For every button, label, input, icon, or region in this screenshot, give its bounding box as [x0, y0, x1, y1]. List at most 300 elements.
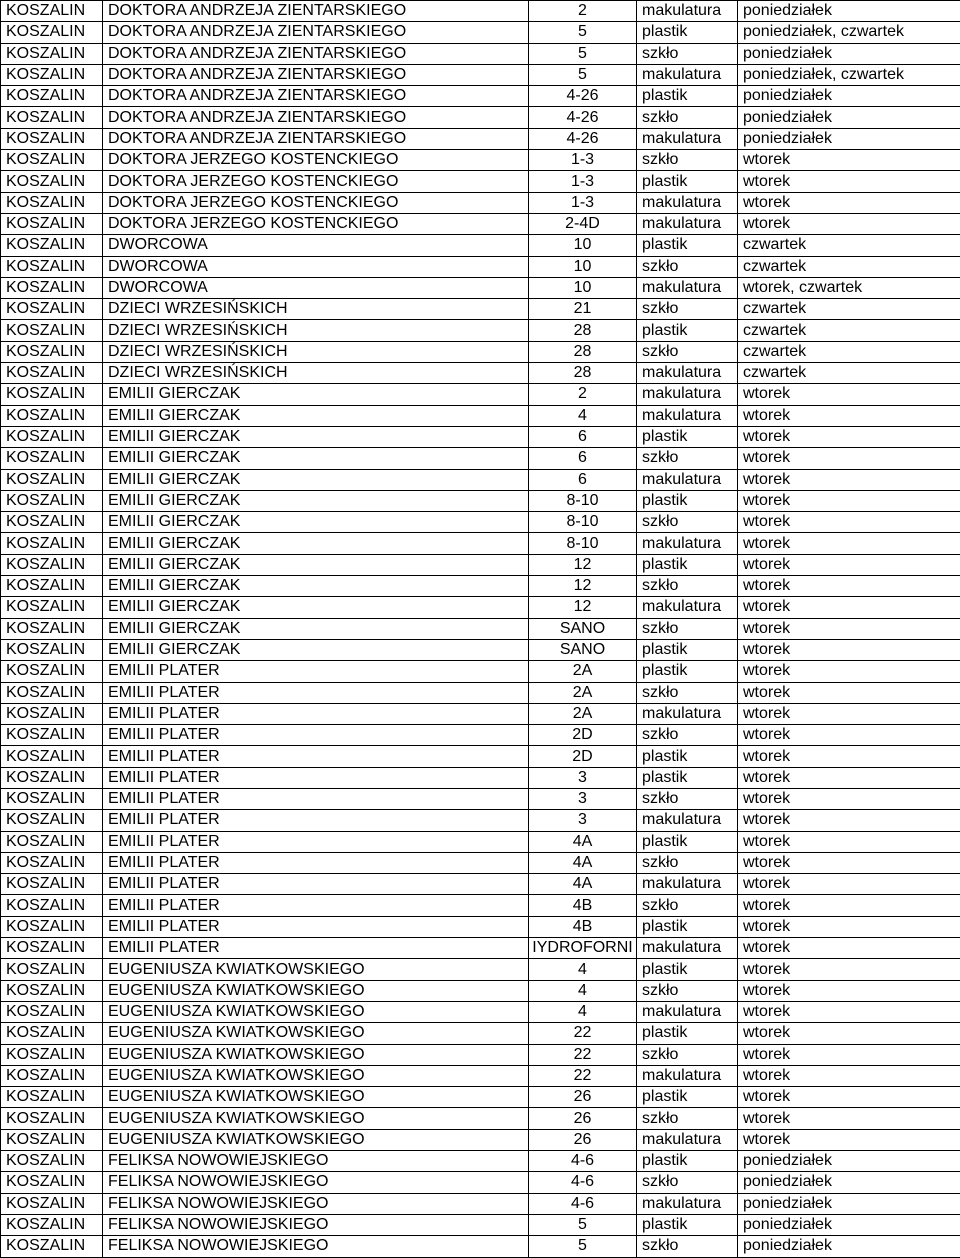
table-row [1, 831, 960, 852]
city-cell: KOSZALIN [1, 1172, 103, 1193]
city-cell: KOSZALIN [1, 1087, 103, 1108]
city-cell: KOSZALIN [1, 405, 103, 426]
city-cell: KOSZALIN [1, 788, 103, 809]
street-cell: EMILII PLATER [103, 852, 529, 873]
street-cell: EMILII GIERCZAK [103, 384, 529, 405]
collection-day-cell: czwartek [738, 320, 960, 341]
street-cell: EMILII GIERCZAK [103, 490, 529, 511]
table-row [1, 810, 960, 831]
city-cell: KOSZALIN [1, 64, 103, 85]
house-number-cell: 4-26 [529, 86, 637, 107]
street-cell: EMILII PLATER [103, 895, 529, 916]
collection-day-cell: wtorek [738, 171, 960, 192]
city-cell: KOSZALIN [1, 618, 103, 639]
house-number-cell: 10 [529, 277, 637, 298]
collection-day-cell: wtorek [738, 426, 960, 447]
waste-type-cell: szkło [637, 107, 738, 128]
city-cell: KOSZALIN [1, 682, 103, 703]
table-row [1, 320, 960, 341]
waste-type-cell: makulatura [637, 703, 738, 724]
house-number-cell: 1-3 [529, 192, 637, 213]
table-row [1, 916, 960, 937]
collection-day-cell: poniedziałek [738, 1172, 960, 1193]
street-cell: EMILII GIERCZAK [103, 533, 529, 554]
street-cell: EMILII GIERCZAK [103, 597, 529, 618]
street-cell: EMILII PLATER [103, 831, 529, 852]
street-cell: EMILII GIERCZAK [103, 576, 529, 597]
waste-type-cell: makulatura [637, 874, 738, 895]
table-row [1, 1172, 960, 1193]
waste-type-cell: plastik [637, 86, 738, 107]
collection-day-cell: wtorek [738, 916, 960, 937]
collection-day-cell: czwartek [738, 299, 960, 320]
waste-type-cell: szkło [637, 895, 738, 916]
street-cell: EUGENIUSZA KWIATKOWSKIEGO [103, 1129, 529, 1150]
house-number-cell: 10 [529, 235, 637, 256]
collection-day-cell: poniedziałek [738, 107, 960, 128]
city-cell: KOSZALIN [1, 916, 103, 937]
collection-day-cell: poniedziałek [738, 1214, 960, 1235]
collection-day-cell: wtorek [738, 725, 960, 746]
house-number-cell: 4 [529, 959, 637, 980]
house-number-cell: 5 [529, 43, 637, 64]
waste-type-cell: makulatura [637, 213, 738, 234]
street-cell: EMILII PLATER [103, 661, 529, 682]
street-cell: DZIECI WRZESIŃSKICH [103, 320, 529, 341]
house-number-cell: 26 [529, 1087, 637, 1108]
collection-day-cell: czwartek [738, 341, 960, 362]
house-number-cell: 3 [529, 767, 637, 788]
collection-day-cell: poniedziałek [738, 128, 960, 149]
table-row [1, 852, 960, 873]
collection-day-cell: wtorek [738, 1023, 960, 1044]
street-cell: EMILII GIERCZAK [103, 405, 529, 426]
table-row [1, 980, 960, 1001]
table-row [1, 703, 960, 724]
waste-type-cell: plastik [637, 1214, 738, 1235]
city-cell: KOSZALIN [1, 1193, 103, 1214]
waste-type-cell: szkło [637, 256, 738, 277]
collection-day-cell: wtorek [738, 490, 960, 511]
collection-day-cell: wtorek [738, 1065, 960, 1086]
city-cell: KOSZALIN [1, 874, 103, 895]
waste-type-cell: plastik [637, 661, 738, 682]
house-number-cell: 8-10 [529, 533, 637, 554]
collection-day-cell: czwartek [738, 363, 960, 384]
street-cell: EMILII PLATER [103, 682, 529, 703]
collection-day-cell: wtorek [738, 831, 960, 852]
city-cell: KOSZALIN [1, 192, 103, 213]
waste-type-cell: plastik [637, 639, 738, 660]
house-number-cell: 4A [529, 874, 637, 895]
collection-day-cell: wtorek [738, 618, 960, 639]
waste-type-cell: makulatura [637, 1065, 738, 1086]
waste-type-cell: makulatura [637, 1193, 738, 1214]
city-cell: KOSZALIN [1, 554, 103, 575]
table-row [1, 1, 960, 22]
collection-day-cell: wtorek [738, 405, 960, 426]
collection-day-cell: wtorek [738, 938, 960, 959]
house-number-cell: 4-26 [529, 128, 637, 149]
waste-type-cell: makulatura [637, 938, 738, 959]
house-number-cell: 8-10 [529, 512, 637, 533]
house-number-cell: 22 [529, 1065, 637, 1086]
city-cell: KOSZALIN [1, 363, 103, 384]
street-cell: EMILII GIERCZAK [103, 426, 529, 447]
collection-day-cell: poniedziałek [738, 86, 960, 107]
table-row [1, 171, 960, 192]
waste-type-cell: makulatura [637, 810, 738, 831]
city-cell: KOSZALIN [1, 852, 103, 873]
street-cell: EUGENIUSZA KWIATKOWSKIEGO [103, 980, 529, 1001]
collection-day-cell: wtorek [738, 1001, 960, 1022]
table-row [1, 448, 960, 469]
house-number-cell: 5 [529, 1236, 637, 1257]
house-number-cell: 4 [529, 980, 637, 1001]
table-row [1, 554, 960, 575]
house-number-cell: 5 [529, 22, 637, 43]
city-cell: KOSZALIN [1, 86, 103, 107]
table-row [1, 405, 960, 426]
collection-day-cell: wtorek [738, 959, 960, 980]
city-cell: KOSZALIN [1, 831, 103, 852]
waste-type-cell: szkło [637, 43, 738, 64]
collection-day-cell: wtorek [738, 703, 960, 724]
table-row [1, 1108, 960, 1129]
waste-type-cell: makulatura [637, 192, 738, 213]
waste-type-cell: szkło [637, 299, 738, 320]
table-row [1, 639, 960, 660]
city-cell: KOSZALIN [1, 1065, 103, 1086]
city-cell: KOSZALIN [1, 1023, 103, 1044]
waste-type-cell: szkło [637, 682, 738, 703]
waste-type-cell: plastik [637, 1023, 738, 1044]
street-cell: DWORCOWA [103, 235, 529, 256]
waste-type-cell: szkło [637, 725, 738, 746]
waste-type-cell: makulatura [637, 277, 738, 298]
waste-type-cell: szkło [637, 576, 738, 597]
table-row [1, 299, 960, 320]
table-row [1, 725, 960, 746]
table-row [1, 1001, 960, 1022]
waste-type-cell: makulatura [637, 64, 738, 85]
house-number-cell: 3 [529, 810, 637, 831]
house-number-cell: 22 [529, 1023, 637, 1044]
table-row [1, 512, 960, 533]
waste-type-cell: makulatura [637, 405, 738, 426]
waste-type-cell: plastik [637, 1151, 738, 1172]
house-number-cell: 2A [529, 661, 637, 682]
collection-day-cell: wtorek [738, 213, 960, 234]
collection-day-cell: wtorek [738, 852, 960, 873]
street-cell: DOKTORA ANDRZEJA ZIENTARSKIEGO [103, 22, 529, 43]
table-row [1, 1129, 960, 1150]
house-number-cell: 4-6 [529, 1151, 637, 1172]
table-row [1, 533, 960, 554]
city-cell: KOSZALIN [1, 256, 103, 277]
house-number-cell: 12 [529, 597, 637, 618]
street-cell: DZIECI WRZESIŃSKICH [103, 363, 529, 384]
street-cell: EUGENIUSZA KWIATKOWSKIEGO [103, 1108, 529, 1129]
street-cell: DOKTORA JERZEGO KOSTENCKIEGO [103, 213, 529, 234]
street-cell: EUGENIUSZA KWIATKOWSKIEGO [103, 1087, 529, 1108]
table-row [1, 661, 960, 682]
table-row [1, 86, 960, 107]
city-cell: KOSZALIN [1, 320, 103, 341]
house-number-cell: 2D [529, 746, 637, 767]
table-row [1, 618, 960, 639]
street-cell: EMILII GIERCZAK [103, 554, 529, 575]
street-cell: DWORCOWA [103, 256, 529, 277]
street-cell: EUGENIUSZA KWIATKOWSKIEGO [103, 1023, 529, 1044]
table-row [1, 682, 960, 703]
house-number-cell: 28 [529, 363, 637, 384]
house-number-cell: 1-3 [529, 171, 637, 192]
house-number-cell: 3 [529, 788, 637, 809]
house-number-cell: 4A [529, 852, 637, 873]
collection-day-cell: poniedziałek [738, 1236, 960, 1257]
waste-type-cell: szkło [637, 512, 738, 533]
collection-day-cell: wtorek [738, 767, 960, 788]
city-cell: KOSZALIN [1, 171, 103, 192]
waste-type-cell: szkło [637, 618, 738, 639]
collection-day-cell: wtorek [738, 1087, 960, 1108]
table-row [1, 150, 960, 171]
waste-type-cell: makulatura [637, 384, 738, 405]
waste-type-cell: plastik [637, 1087, 738, 1108]
house-number-cell: 22 [529, 1044, 637, 1065]
collection-day-cell: wtorek [738, 874, 960, 895]
city-cell: KOSZALIN [1, 1129, 103, 1150]
waste-type-cell: makulatura [637, 597, 738, 618]
collection-day-cell: wtorek [738, 682, 960, 703]
city-cell: KOSZALIN [1, 1151, 103, 1172]
street-cell: EUGENIUSZA KWIATKOWSKIEGO [103, 1065, 529, 1086]
table-row [1, 1065, 960, 1086]
collection-day-cell: wtorek [738, 895, 960, 916]
street-cell: DOKTORA JERZEGO KOSTENCKIEGO [103, 171, 529, 192]
table-row [1, 22, 960, 43]
collection-day-cell: wtorek [738, 150, 960, 171]
collection-day-cell: czwartek [738, 256, 960, 277]
house-number-cell: 1-3 [529, 150, 637, 171]
street-cell: EMILII PLATER [103, 810, 529, 831]
table-row [1, 64, 960, 85]
city-cell: KOSZALIN [1, 1044, 103, 1065]
table-row [1, 874, 960, 895]
table-row [1, 788, 960, 809]
table-row [1, 767, 960, 788]
street-cell: DOKTORA ANDRZEJA ZIENTARSKIEGO [103, 86, 529, 107]
collection-day-cell: wtorek [738, 1108, 960, 1129]
street-cell: EMILII PLATER [103, 916, 529, 937]
collection-day-cell: wtorek [738, 384, 960, 405]
waste-type-cell: makulatura [637, 469, 738, 490]
table-row [1, 363, 960, 384]
waste-type-cell: makulatura [637, 1, 738, 22]
table-row [1, 1214, 960, 1235]
table-row [1, 1087, 960, 1108]
street-cell: DOKTORA JERZEGO KOSTENCKIEGO [103, 192, 529, 213]
street-cell: EMILII GIERCZAK [103, 639, 529, 660]
waste-type-cell: szkło [637, 448, 738, 469]
street-cell: EMILII PLATER [103, 788, 529, 809]
table-body [1, 1, 960, 1258]
city-cell: KOSZALIN [1, 384, 103, 405]
waste-type-cell: plastik [637, 554, 738, 575]
house-number-cell: 5 [529, 1214, 637, 1235]
city-cell: KOSZALIN [1, 341, 103, 362]
house-number-cell: 4 [529, 1001, 637, 1022]
city-cell: KOSZALIN [1, 746, 103, 767]
collection-day-cell: wtorek [738, 597, 960, 618]
city-cell: KOSZALIN [1, 725, 103, 746]
waste-type-cell: plastik [637, 767, 738, 788]
city-cell: KOSZALIN [1, 512, 103, 533]
city-cell: KOSZALIN [1, 150, 103, 171]
city-cell: KOSZALIN [1, 533, 103, 554]
house-number-cell: 2A [529, 682, 637, 703]
table-row [1, 1044, 960, 1065]
collection-day-cell: wtorek, czwartek [738, 277, 960, 298]
city-cell: KOSZALIN [1, 938, 103, 959]
house-number-cell: 2D [529, 725, 637, 746]
house-number-cell: 4-26 [529, 107, 637, 128]
street-cell: EUGENIUSZA KWIATKOWSKIEGO [103, 1044, 529, 1065]
waste-type-cell: plastik [637, 916, 738, 937]
street-cell: EMILII PLATER [103, 938, 529, 959]
waste-type-cell: plastik [637, 171, 738, 192]
house-number-cell: 4A [529, 831, 637, 852]
table-row [1, 1151, 960, 1172]
city-cell: KOSZALIN [1, 22, 103, 43]
collection-day-cell: wtorek [738, 554, 960, 575]
house-number-cell: 6 [529, 448, 637, 469]
house-number-cell: 6 [529, 426, 637, 447]
house-number-cell: 28 [529, 341, 637, 362]
collection-day-cell: wtorek [738, 533, 960, 554]
house-number-cell: 4-6 [529, 1193, 637, 1214]
waste-type-cell: makulatura [637, 1001, 738, 1022]
city-cell: KOSZALIN [1, 448, 103, 469]
house-number-cell: 26 [529, 1108, 637, 1129]
street-cell: EMILII GIERCZAK [103, 618, 529, 639]
street-cell: EMILII GIERCZAK [103, 512, 529, 533]
city-cell: KOSZALIN [1, 810, 103, 831]
street-cell: DOKTORA ANDRZEJA ZIENTARSKIEGO [103, 128, 529, 149]
city-cell: KOSZALIN [1, 597, 103, 618]
city-cell: KOSZALIN [1, 43, 103, 64]
waste-type-cell: szkło [637, 1172, 738, 1193]
street-cell: EMILII GIERCZAK [103, 448, 529, 469]
house-number-cell: 8-10 [529, 490, 637, 511]
street-cell: EMILII PLATER [103, 725, 529, 746]
street-cell: DOKTORA JERZEGO KOSTENCKIEGO [103, 150, 529, 171]
house-number-cell: 2A [529, 703, 637, 724]
collection-day-cell: wtorek [738, 810, 960, 831]
collection-day-cell: wtorek [738, 512, 960, 533]
table-row [1, 213, 960, 234]
street-cell: FELIKSA NOWOWIEJSKIEGO [103, 1193, 529, 1214]
city-cell: KOSZALIN [1, 277, 103, 298]
table-row [1, 938, 960, 959]
house-number-cell: 5 [529, 64, 637, 85]
street-cell: EMILII PLATER [103, 703, 529, 724]
collection-day-cell: wtorek [738, 746, 960, 767]
street-cell: EUGENIUSZA KWIATKOWSKIEGO [103, 959, 529, 980]
house-number-cell: 4B [529, 895, 637, 916]
waste-type-cell: szkło [637, 341, 738, 362]
collection-day-cell: wtorek [738, 1129, 960, 1150]
waste-type-cell: plastik [637, 746, 738, 767]
table-row [1, 256, 960, 277]
house-number-cell: 21 [529, 299, 637, 320]
house-number-cell: 4B [529, 916, 637, 937]
waste-type-cell: szkło [637, 1044, 738, 1065]
collection-day-cell: poniedziałek [738, 1151, 960, 1172]
waste-type-cell: plastik [637, 831, 738, 852]
city-cell: KOSZALIN [1, 299, 103, 320]
city-cell: KOSZALIN [1, 1236, 103, 1257]
city-cell: KOSZALIN [1, 1108, 103, 1129]
collection-day-cell: wtorek [738, 788, 960, 809]
city-cell: KOSZALIN [1, 895, 103, 916]
table-row [1, 341, 960, 362]
collection-day-cell: czwartek [738, 235, 960, 256]
waste-type-cell: szkło [637, 150, 738, 171]
house-number-cell: 10 [529, 256, 637, 277]
city-cell: KOSZALIN [1, 980, 103, 1001]
table-row [1, 384, 960, 405]
waste-type-cell: szkło [637, 1236, 738, 1257]
collection-day-cell: poniedziałek [738, 43, 960, 64]
table-row [1, 1236, 960, 1257]
table-row [1, 746, 960, 767]
collection-day-cell: wtorek [738, 469, 960, 490]
house-number-cell: 4-6 [529, 1172, 637, 1193]
collection-day-cell: wtorek [738, 576, 960, 597]
table-row [1, 959, 960, 980]
city-cell: KOSZALIN [1, 426, 103, 447]
table-row [1, 597, 960, 618]
table-row [1, 895, 960, 916]
waste-type-cell: plastik [637, 426, 738, 447]
city-cell: KOSZALIN [1, 703, 103, 724]
street-cell: DWORCOWA [103, 277, 529, 298]
collection-day-cell: wtorek [738, 980, 960, 1001]
street-cell: DOKTORA ANDRZEJA ZIENTARSKIEGO [103, 43, 529, 64]
house-number-cell: 12 [529, 554, 637, 575]
waste-type-cell: plastik [637, 490, 738, 511]
waste-type-cell: makulatura [637, 128, 738, 149]
table-row [1, 490, 960, 511]
house-number-cell: 12 [529, 576, 637, 597]
collection-day-cell: wtorek [738, 1044, 960, 1065]
street-cell: DOKTORA ANDRZEJA ZIENTARSKIEGO [103, 107, 529, 128]
city-cell: KOSZALIN [1, 576, 103, 597]
table-row [1, 277, 960, 298]
waste-type-cell: plastik [637, 959, 738, 980]
table-row [1, 43, 960, 64]
house-number-cell: 26 [529, 1129, 637, 1150]
waste-type-cell: makulatura [637, 1129, 738, 1150]
city-cell: KOSZALIN [1, 959, 103, 980]
table-row [1, 469, 960, 490]
street-cell: EMILII PLATER [103, 746, 529, 767]
table-row [1, 426, 960, 447]
waste-type-cell: szkło [637, 788, 738, 809]
collection-day-cell: wtorek [738, 661, 960, 682]
